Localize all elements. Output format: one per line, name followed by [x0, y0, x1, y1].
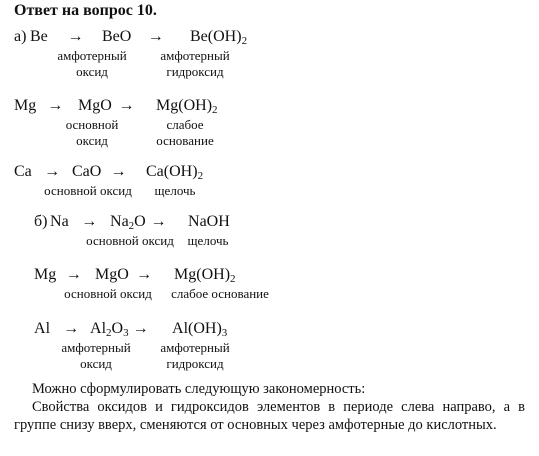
compound-class-label: [61, 340, 130, 372]
compound-class-label: [188, 233, 229, 249]
arrow-icon: →: [150, 213, 167, 230]
chemical-formula: MgO: [95, 266, 129, 283]
compound-class-label: [66, 117, 119, 149]
compound-class-label: [155, 183, 196, 199]
arrow-icon: →: [110, 163, 127, 180]
arrow-icon: →: [63, 320, 80, 337]
chemical-formula: Be: [30, 28, 48, 45]
arrow-icon: →: [147, 28, 164, 45]
label-line: основной оксид: [86, 233, 174, 248]
label-line: амфотерный: [57, 48, 127, 63]
label-line: амфотерный: [61, 340, 131, 355]
conclusion-intro: Можно сформулировать следующую закономерность:: [32, 381, 366, 397]
arrow-icon: →: [132, 320, 149, 337]
chemical-formula: $Na_2O$: [110, 213, 146, 232]
conclusion: [14, 380, 525, 434]
chemical-formula: NaOH: [188, 213, 230, 230]
compound-class-label: [86, 233, 174, 249]
compound-class-label: [160, 340, 229, 372]
label-line: оксид: [80, 356, 112, 371]
label-line: амфотерный: [160, 48, 230, 63]
chemical-formula: Al: [34, 320, 51, 337]
arrow-icon: →: [67, 28, 84, 45]
arrow-icon: →: [65, 266, 82, 283]
label-line: основной: [65, 117, 119, 132]
arrow-icon: →: [118, 97, 135, 114]
label-line: слабое: [166, 117, 204, 132]
chemical-formula: Mg: [34, 266, 57, 283]
label-line: амфотерный: [160, 340, 230, 355]
compound-class-label: [64, 286, 152, 302]
chemical-formula: $Al_2O_3$: [90, 320, 129, 339]
chemical-formula: CaO: [72, 163, 102, 180]
chemical-formula: $Mg(OH)_2$: [174, 266, 236, 285]
compound-class-label: [44, 183, 132, 199]
arrow-icon: →: [136, 266, 153, 283]
compound-class-label: [160, 48, 229, 80]
arrow-icon: →: [47, 97, 64, 114]
label-line: слабое основание: [171, 286, 269, 301]
page-title: Ответ на вопрос 10.: [14, 2, 157, 19]
label-line: гидроксид: [166, 356, 224, 371]
chemical-formula: MgO: [78, 97, 112, 114]
chemical-formula: $Be(OH)_2$: [190, 28, 248, 47]
compound-class-label: [156, 117, 213, 149]
chemical-formula: $Al(OH)_3$: [172, 320, 228, 339]
label-line: основной оксид: [44, 183, 132, 198]
label-line: основной оксид: [64, 286, 152, 301]
section-prefix: а): [14, 28, 27, 45]
label-line: гидроксид: [166, 64, 224, 79]
chemical-formula: Mg: [14, 97, 37, 114]
arrow-icon: →: [81, 213, 98, 230]
label-line: оксид: [76, 64, 108, 79]
label-line: щелочь: [154, 183, 196, 198]
chemical-formula: $Ca(OH)_2$: [146, 163, 204, 182]
chemical-formula: BeO: [102, 28, 132, 45]
arrow-icon: →: [44, 163, 61, 180]
compound-class-label: [171, 286, 269, 302]
compound-class-label: [57, 48, 126, 80]
chemical-formula: Na: [50, 213, 69, 230]
label-line: оксид: [76, 133, 108, 148]
chemical-formula: $Mg(OH)_2$: [156, 97, 218, 116]
label-line: щелочь: [187, 233, 229, 248]
label-line: основание: [156, 133, 214, 148]
conclusion-text: Свойства оксидов и гидроксидов элементов в периоде слева направо, а в группе снизу вверх, сменяются от основных через амфотерные до кислотных.: [14, 399, 525, 433]
section-prefix: б): [34, 213, 48, 230]
chemical-formula: Ca: [14, 163, 32, 180]
